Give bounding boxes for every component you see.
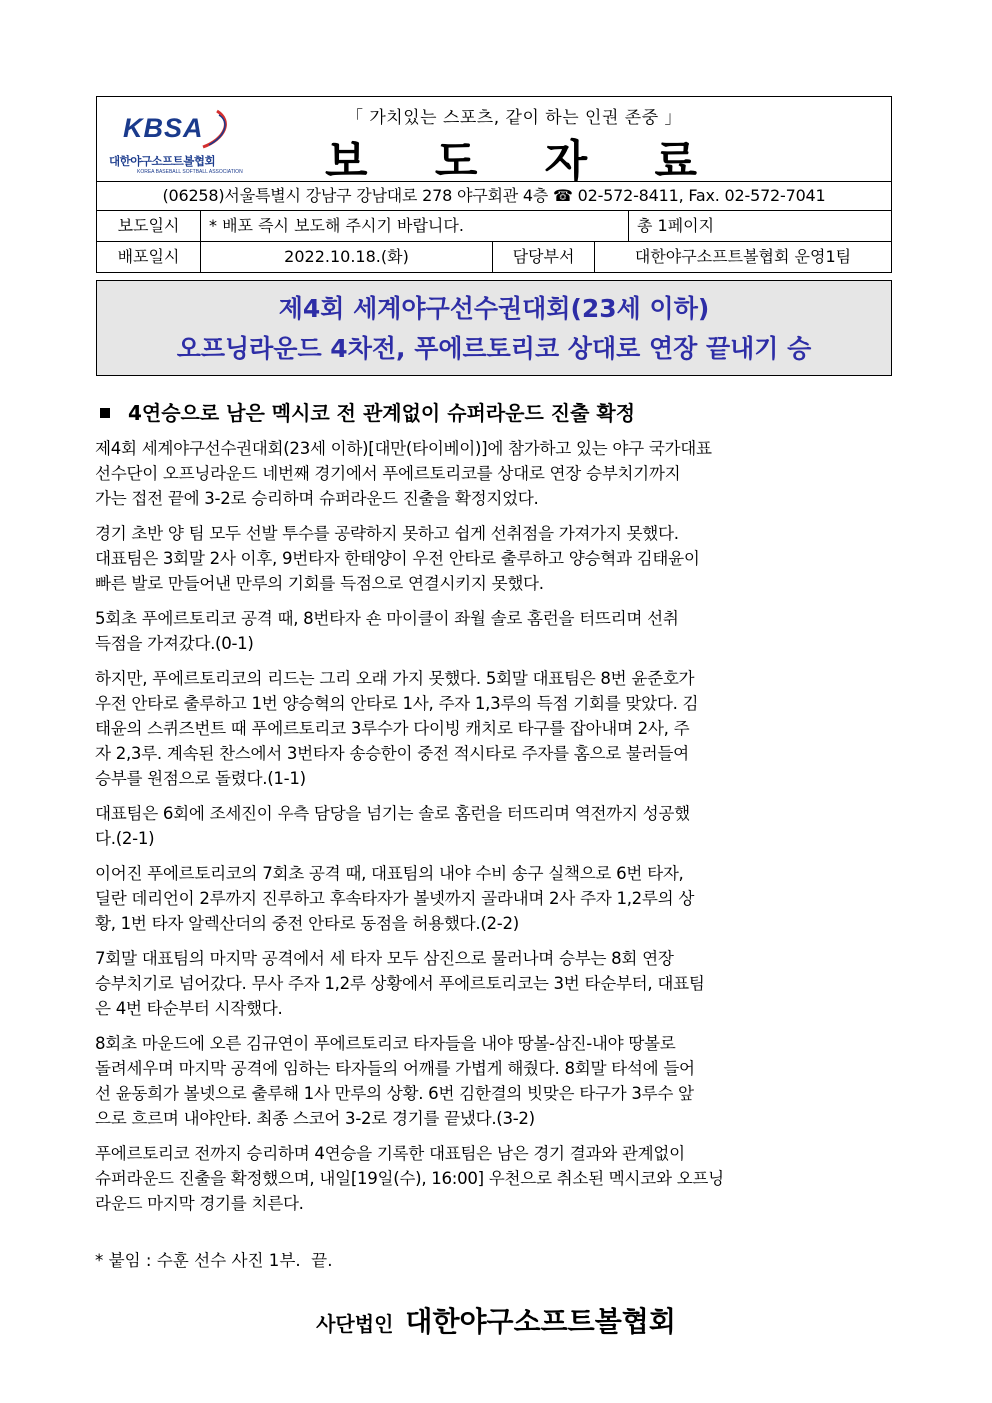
department-label: 담당부서	[493, 242, 595, 272]
header-top	[97, 97, 891, 187]
press-header	[96, 96, 892, 273]
paragraph: 제4회 세계야구선수권대회(23세 이하)[대만(타이베이)]에 참가하고 있는 야구 국가대표 선수단이 오프닝라운드 네번째 경기에서 푸에르토리코를 상대로 연장 승부치기까지 가는 접전 끝에 3-2로 승리하며 슈퍼라운드 진출을 확정지었다.	[95, 439, 712, 508]
logo-name-ko: 대한야구소프트볼협회	[109, 154, 216, 168]
slogan: 「 가치있는 스포츠, 같이 하는 인권 존중 」	[345, 108, 683, 128]
headline-line-2: 오프닝라운드 4차전, 푸에르토리코 상대로 연장 끝내기 승	[176, 334, 812, 363]
headline-line-1: 제4회 세계야구선수권대회(23세 이하)	[278, 294, 710, 323]
paragraph: 8회초 마운드에 오른 김규연이 푸에르토리코 타자들을 내야 땅볼-삼진-내야 땅볼로 돌려세우며 마지막 공격에 임하는 타자들의 어깨를 가볍게 해줬다. 8회말 타석에 들어 선 윤동희가 볼넷으로 출루해 1사 만루의 상황. 6번 김한결의 빗맞은 타구가 3루수 앞 으로 흐르며 내야안타. 최종 스코어 3-2로 경기를 끝냈다.(3-2)	[95, 1034, 695, 1128]
logo-name-en: KOREA BASEBALL SOFTBALL ASSOCIATION	[137, 169, 243, 175]
paragraph: 하지만, 푸에르토리코의 리드는 그리 오래 가지 못했다. 5회말 대표팀은 8번 윤준호가 우전 안타로 출루하고 1번 양승혁의 안타로 1사, 주자 1,3루의 득점 기회를 맞았다. 김 태윤의 스퀴즈번트 때 푸에르토리코 3루수가 다이빙 캐치로 타구를 잡아내며 2사, 주 자 2,3루. 계속된 찬스에서 3번타자 송승한이 중전 적시타로 주자를 홈으로 불러들여 승부를 원점으로 돌렸다.(1-1)	[95, 669, 699, 788]
headline-box	[96, 280, 892, 376]
square-bullet-icon	[100, 408, 110, 418]
paragraph: 이어진 푸에르토리코의 7회초 공격 때, 대표팀의 내야 수비 송구 실책으로 6번 타자, 딜란 데리언이 2루까지 진루하고 후속타자가 볼넷까지 골라내며 2사 주자 1,2루의 상 황, 1번 타자 알렉산더의 중전 안타로 동점을 허용했다.(2-2)	[95, 864, 695, 933]
logo-wordmark: KBSA	[123, 113, 204, 143]
release-time-row	[97, 211, 891, 241]
paragraph: 대표팀은 6회에 조세진이 우측 담당을 넘기는 솔로 홈런을 터뜨리며 역전까지 성공했 다.(2-1)	[95, 804, 690, 848]
distribution-date-row	[97, 241, 891, 272]
footer-prefix: 사단법인	[316, 1312, 394, 1336]
release-time-label: 보도일시	[97, 211, 201, 241]
contact-address: (06258)서울특별시 강남구 강남대로 278 야구회관 4층 ☎ 02-572-8411, Fax. 02-572-7041	[97, 182, 891, 211]
paragraph: 경기 초반 양 팀 모두 선발 투수를 공략하지 못하고 쉽게 선취점을 가져가지 못했다. 대표팀은 3회말 2사 이후, 9번타자 한태양이 우전 안타로 출루하고 양승혁과 김태윤이 빠른 발로 만들어낸 만루의 기회를 득점으로 연결시키지 못했다.	[95, 524, 700, 593]
issuer-footer	[0, 1300, 992, 1340]
footer-org: 대한야구소프트볼협회	[405, 1305, 676, 1338]
paragraph: 7회말 대표팀의 마지막 공격에서 세 타자 모두 삼진으로 물러나며 승부는 8회 연장 승부치기로 넘어갔다. 무사 주자 1,2루 상황에서 푸에르토리코는 3번 타순부터, 대표팀 은 4번 타순부터 시작했다.	[95, 949, 705, 1018]
subheading	[100, 397, 635, 426]
paragraph: 5회초 푸에르토리코 공격 때, 8번타자 숀 마이클이 좌월 솔로 홈런을 터뜨리며 선취 득점을 가져갔다.(0-1)	[95, 609, 679, 653]
distribution-date-value: 2022.10.18.(화)	[201, 242, 493, 272]
attachment-note: * 붙임 : 수훈 선수 사진 1부. 끝.	[95, 1251, 333, 1270]
department-value: 대한야구소프트볼협회 운영1팀	[634, 247, 852, 266]
article-body	[95, 436, 895, 1226]
page-count: 총 1페이지	[637, 216, 715, 235]
subheading-text: 4연승으로 남은 멕시코 전 관계없이 슈퍼라운드 진출 확정	[128, 401, 636, 425]
paragraph: 푸에르토리코 전까지 승리하며 4연승을 기록한 대표팀은 남은 경기 결과와 관계없이 슈퍼라운드 진출을 확정했으며, 내일[19일(수), 16:00] 우천으로 취소된 멕시코와 오프닝 라운드 마지막 경기를 치른다.	[95, 1144, 724, 1213]
document-title: 보 도 자 료	[325, 136, 723, 187]
release-time-value: * 배포 즉시 보도해 주시기 바랍니다.	[201, 211, 629, 241]
distribution-date-label: 배포일시	[97, 242, 201, 272]
